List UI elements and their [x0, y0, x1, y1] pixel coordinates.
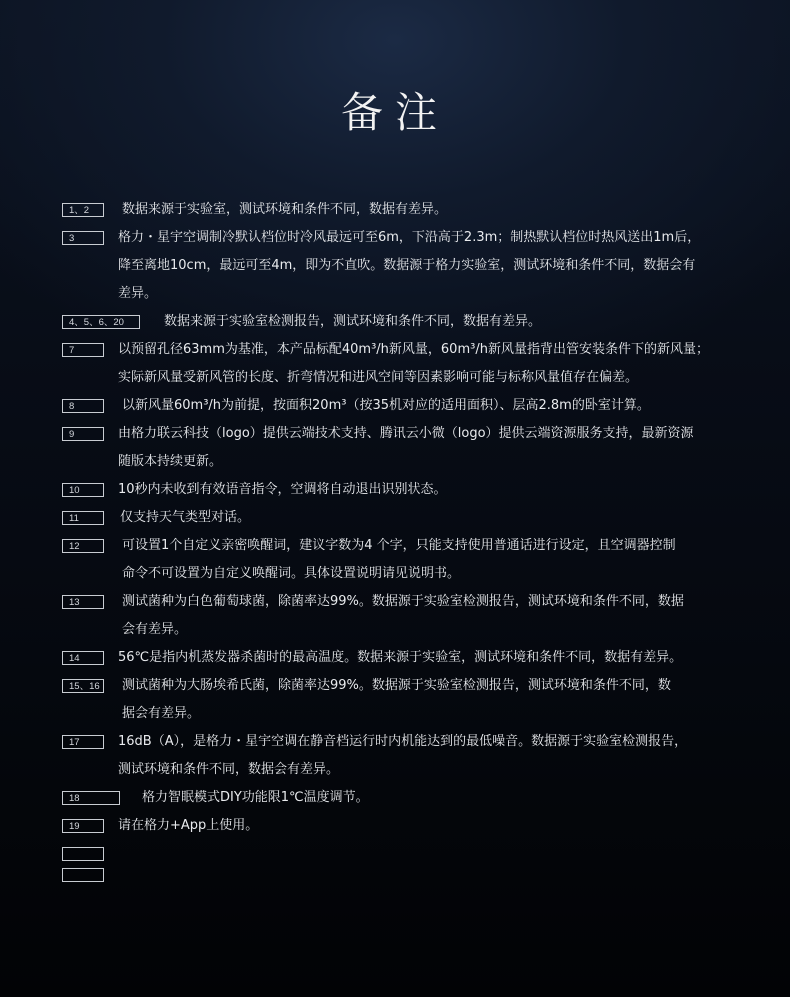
note-item	[62, 420, 762, 476]
note-text: 以新风量60m³/h为前提，按面积20m³（按35机对应的适用面积）、层高2.8m的卧室计算。	[122, 398, 650, 413]
note-text: 数据来源于实验室检测报告，测试环境和条件不同，数据有差异。	[164, 314, 542, 329]
note-item	[62, 224, 762, 308]
note-tag: 13	[62, 595, 104, 609]
note-tag: 4、5、6、20	[62, 315, 140, 329]
note-text: 数据来源于实验室，测试环境和条件不同，数据有差异。	[122, 202, 448, 217]
note-text: 格力智眠模式DIY功能限1℃温度调节。	[142, 790, 369, 805]
note-text: 16dB（A），是格力・星宇空调在静音档运行时内机能达到的最低噪音。数据源于实验室检测报告， 测试环境和条件不同，数据会有差异。	[118, 734, 688, 777]
note-text: 格力・星宇空调制冷默认档位时冷风最远可至6m，下沿高于2.3m；制热默认档位时热风送出1m后， 降至离地10cm，最远可至4m，即为不直吹。数据源于格力实验室，测试环境和条件不同，数据会有 差异。	[118, 230, 701, 301]
note-text: 测试菌种为白色葡萄球菌，除菌率达99%。数据源于实验室检测报告，测试环境和条件不同，数据 会有差异。	[122, 594, 684, 637]
note-tag: 11	[62, 511, 104, 525]
note-item	[62, 812, 762, 840]
note-item	[62, 588, 762, 644]
note-text: 10秒内未收到有效语音指令，空调将自动退出识别状态。	[118, 482, 447, 497]
note-item	[62, 861, 762, 882]
note-item	[62, 532, 762, 588]
note-item	[62, 196, 762, 224]
note-tag: 9	[62, 427, 104, 441]
note-item	[62, 476, 762, 504]
note-tag	[62, 847, 104, 861]
note-tag: 7	[62, 343, 104, 357]
note-item	[62, 336, 762, 392]
note-tag: 15、16	[62, 679, 104, 693]
note-item	[62, 728, 762, 784]
note-text: 测试菌种为大肠埃希氏菌，除菌率达99%。数据源于实验室检测报告，测试环境和条件不同，数 据会有差异。	[122, 678, 671, 721]
note-tag: 1、2	[62, 203, 104, 217]
note-item	[62, 672, 762, 728]
note-tag: 18	[62, 791, 120, 805]
note-item	[62, 504, 762, 532]
note-item	[62, 644, 762, 672]
note-item	[62, 840, 762, 861]
notes-list	[62, 196, 762, 882]
note-item	[62, 308, 762, 336]
note-tag: 19	[62, 819, 104, 833]
note-tag: 8	[62, 399, 104, 413]
note-tag: 14	[62, 651, 104, 665]
note-item	[62, 784, 762, 812]
note-text: 56℃是指内机蒸发器杀菌时的最高温度。数据来源于实验室，测试环境和条件不同，数据有差异。	[118, 650, 683, 665]
note-tag: 10	[62, 483, 104, 497]
note-item	[62, 392, 762, 420]
note-text: 可设置1个自定义亲密唤醒词，建议字数为4 个字，只能支持使用普通话进行设定，且空调器控制 命令不可设置为自定义唤醒词。具体设置说明请见说明书。	[122, 538, 676, 581]
note-text: 以预留孔径63mm为基准，本产品标配40m³/h新风量，60m³/h新风量指背出管安装条件下的新风量； 实际新风量受新风管的长度、折弯情况和进风空间等因素影响可能与标称风量值存在偏差。	[118, 342, 709, 385]
note-tag: 3	[62, 231, 104, 245]
note-tag: 12	[62, 539, 104, 553]
note-text: 请在格力+App上使用。	[118, 818, 259, 833]
note-text: 仅支持天气类型对话。	[120, 510, 251, 525]
note-text: 由格力联云科技（logo）提供云端技术支持、腾讯云小微（logo）提供云端资源服务支持，最新资源 随版本持续更新。	[118, 426, 694, 469]
note-tag	[62, 868, 104, 882]
note-tag: 17	[62, 735, 104, 749]
page-title: 备注	[340, 88, 449, 137]
